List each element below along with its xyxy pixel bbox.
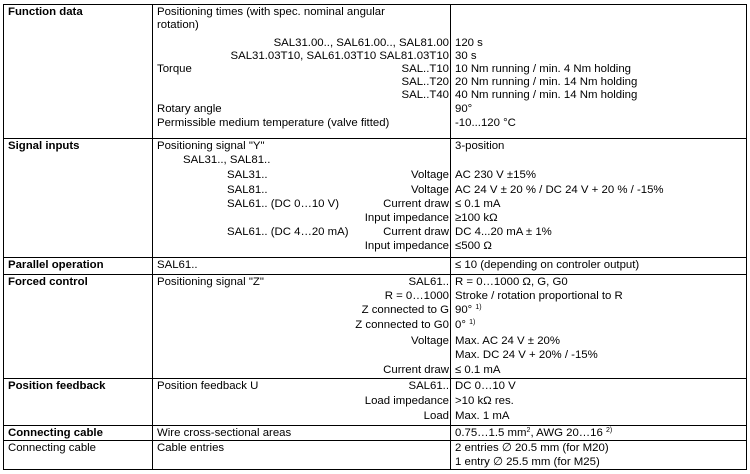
- forced-voltage-dc: Max. DC 24 V + 20% / -15%: [455, 349, 598, 361]
- category-position-feedback: Position feedback: [8, 380, 106, 392]
- forced-voltage-ac: Max. AC 24 V ± 20%: [455, 335, 561, 347]
- z-to-g0-value: 0°: [455, 319, 466, 331]
- input-impedance-1: Input impedance: [364, 212, 449, 224]
- specification-table: [3, 4, 747, 470]
- signal-models: SAL31.., SAL81..: [183, 154, 271, 166]
- category-connecting-cable-2: Connecting cable: [8, 442, 97, 454]
- row-parallel-operation: [4, 258, 746, 275]
- parallel-value: ≤ 10 (depending on controler output): [455, 259, 640, 271]
- forced-model: SAL61..: [408, 276, 449, 288]
- z-to-g0-label: Z connected to G0: [355, 319, 449, 331]
- sal81-label: SAL81..: [227, 184, 268, 196]
- torque-t10: SAL..T10: [401, 63, 449, 75]
- current-draw-1-value: ≤ 0.1 mA: [455, 198, 501, 210]
- models-fast: SAL31.03T10, SAL61.03T10 SAL81.03T10: [230, 50, 449, 62]
- input-impedance-1-value: ≥100 kΩ: [455, 212, 498, 224]
- load-label: Load: [423, 410, 449, 422]
- torque-label: Torque: [157, 63, 192, 75]
- cable-entries-m20: 2 entries ∅ 20.5 mm (for M20): [455, 442, 609, 454]
- sal61-voltage-label: SAL61.. (DC 0…10 V): [227, 198, 340, 210]
- cable-entries-m25: 1 entry ∅ 25.5 mm (for M25): [455, 456, 600, 468]
- row-connecting-cable-entries: [4, 441, 746, 470]
- sal31-label: SAL31..: [227, 169, 268, 181]
- wire-areas-label: Wire cross-sectional areas: [157, 427, 292, 439]
- torque-t40: SAL..T40: [401, 89, 449, 101]
- feedback-u-label: Position feedback U: [157, 380, 259, 392]
- medium-temp-value: -10...120 °C: [455, 117, 516, 129]
- forced-model-value: R = 0…1000 Ω, G, G0: [455, 276, 568, 288]
- row-position-feedback: [4, 379, 746, 426]
- input-impedance-2-value: ≤500 Ω: [455, 240, 492, 252]
- r-range-value: Stroke / rotation proportional to R: [455, 290, 623, 302]
- sal61-current-label: SAL61.. (DC 4…20 mA): [227, 226, 349, 238]
- positioning-times-label-cont: rotation): [157, 19, 199, 31]
- z-to-g0-value-wrap: [455, 319, 475, 331]
- rotary-angle-value: 90°: [455, 103, 473, 115]
- models-standard-value: 120 s: [455, 37, 483, 49]
- wire-areas-value-b: , AWG 20…16: [530, 427, 606, 439]
- wire-areas-value-a: 0.75…1.5 mm: [455, 427, 527, 439]
- models-standard: SAL31.00.., SAL61.00.., SAL81.00: [273, 37, 449, 49]
- load-impedance-value: >10 kΩ res.: [455, 395, 514, 407]
- forced-current-draw: Current draw: [383, 364, 449, 376]
- wire-areas-value: [455, 427, 612, 439]
- input-impedance-2: Input impedance: [364, 240, 449, 252]
- torque-t20: SAL..T20: [401, 76, 449, 88]
- z-to-g-value: 90°: [455, 304, 473, 316]
- sal81-voltage: Voltage: [410, 184, 449, 196]
- category-parallel-operation: Parallel operation: [8, 259, 104, 271]
- torque-t40-value: 40 Nm running / min. 14 Nm holding: [455, 89, 638, 101]
- z-to-g-label: Z connected to G: [361, 304, 449, 316]
- forced-current-draw-value: ≤ 0.1 mA: [455, 364, 501, 376]
- row-signal-inputs: [4, 139, 746, 258]
- row-connecting-cable: [4, 426, 746, 441]
- sal31-voltage: Voltage: [410, 169, 449, 181]
- load-value: Max. 1 mA: [455, 410, 510, 422]
- torque-t20-value: 20 Nm running / min. 14 Nm holding: [455, 76, 638, 88]
- footnote-1-mark: 1): [475, 304, 482, 311]
- wire-sup-1: 2: [526, 427, 531, 434]
- signal-y-value: 3-position: [455, 140, 505, 152]
- footnote-2-mark: 2): [606, 427, 613, 434]
- forced-voltage-label: Voltage: [410, 335, 449, 347]
- current-draw-2: Current draw: [383, 226, 449, 238]
- signal-z-label: Positioning signal "Z": [157, 276, 264, 288]
- current-draw-2-value: DC 4...20 mA ± 1%: [455, 226, 552, 238]
- medium-temp-label: Permissible medium temperature (valve fitted): [157, 117, 390, 129]
- signal-y-label: Positioning signal "Y": [157, 140, 265, 152]
- parallel-model: SAL61..: [157, 259, 198, 271]
- sal81-value: AC 24 V ± 20 % / DC 24 V + 20 % / -15%: [455, 184, 664, 196]
- models-fast-value: 30 s: [455, 50, 477, 62]
- rotary-angle-label: Rotary angle: [157, 103, 222, 115]
- positioning-times-label: Positioning times (with spec. nominal angular: [157, 6, 385, 18]
- z-to-g-value-wrap: [455, 304, 482, 316]
- category-function-data: Function data: [8, 6, 83, 18]
- torque-t10-value: 10 Nm running / min. 4 Nm holding: [455, 63, 632, 75]
- category-signal-inputs: Signal inputs: [8, 140, 80, 152]
- category-forced-control: Forced control: [8, 276, 88, 288]
- load-impedance-label: Load impedance: [364, 395, 449, 407]
- category-connecting-cable: Connecting cable: [8, 427, 103, 439]
- r-range-label: R = 0…1000: [384, 290, 449, 302]
- footnote-1-mark-2: 1): [469, 319, 476, 326]
- feedback-model-value: DC 0…10 V: [455, 380, 516, 392]
- cable-entries-label: Cable entries: [157, 442, 225, 454]
- current-draw-1: Current draw: [383, 198, 449, 210]
- sal31-value: AC 230 V ±15%: [455, 169, 536, 181]
- row-forced-control: [4, 275, 746, 379]
- feedback-model: SAL61..: [408, 380, 449, 392]
- row-function-data: [4, 5, 746, 139]
